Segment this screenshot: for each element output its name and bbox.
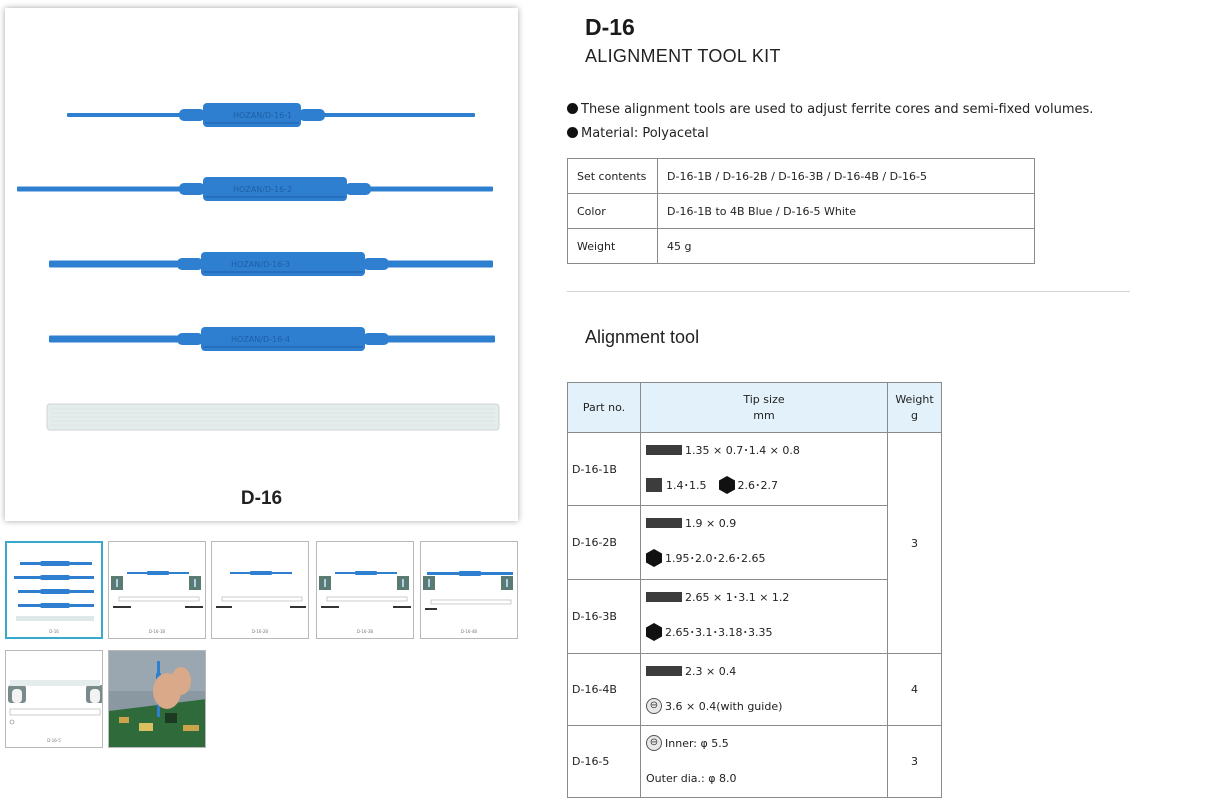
tip-value: Outer dia.: φ 8.0: [646, 771, 737, 785]
spec-value: 45 g: [658, 229, 1035, 264]
tip-line: [646, 506, 882, 540]
header-tip-unit: mm: [753, 409, 775, 422]
tip-line: [646, 614, 882, 650]
header-tip-label: Tip size: [743, 393, 785, 406]
thumbnail-d16-3b[interactable]: [316, 541, 414, 639]
tip-line: [646, 580, 882, 614]
tip-value: 1.35 × 0.7･1.4 × 0.8: [685, 444, 800, 457]
svg-text:HOZAN/D-16-1: HOZAN/D-16-1: [233, 111, 293, 120]
product-name: ALIGNMENT TOOL KIT: [585, 46, 781, 66]
spec-label: Set contents: [568, 159, 658, 194]
tip-value: 2.6･2.7: [737, 479, 778, 492]
flat-blade-icon: [646, 518, 682, 528]
header-part-no: Part no.: [568, 383, 641, 433]
tip-line: [646, 433, 882, 467]
spec-value: D-16-1B to 4B Blue / D-16-5 White: [658, 194, 1035, 229]
spec-row: [568, 229, 1035, 264]
weight-value: 3: [888, 433, 942, 654]
tip-line: [646, 467, 882, 503]
spec-label: Color: [568, 194, 658, 229]
tip-line: [646, 688, 882, 724]
thumb-dimension-drawing: [317, 542, 414, 639]
thumbnail-caption: D-16-3B: [356, 629, 374, 634]
thumbnail-caption: D-16-4B: [460, 629, 478, 634]
header-weight: [888, 383, 942, 433]
section-title: Alignment tool: [585, 327, 700, 347]
tip-line: [646, 760, 882, 796]
table-row: [568, 506, 942, 580]
product-code: D-16: [585, 14, 635, 40]
hex-tip-icon: [719, 476, 735, 494]
thumb-dimension-drawing: [6, 651, 103, 748]
thumbnail-d16-set[interactable]: [5, 541, 103, 639]
spec-value: D-16-1B / D-16-2B / D-16-3B / D-16-4B / D-16-5: [658, 159, 1035, 194]
thumbnail-caption: D-16-5: [47, 738, 61, 743]
thumbnail-caption: D-16: [49, 629, 59, 634]
spec-row: [568, 194, 1035, 229]
thumbnail-d16-4b[interactable]: [420, 541, 518, 639]
tip-size-cell: [641, 726, 888, 798]
table-row: [568, 433, 942, 506]
thumbnail-caption: D-16-2B: [251, 629, 269, 634]
tip-value: 3.6 × 0.4(with guide): [665, 699, 783, 713]
header-weight-unit: g: [911, 409, 918, 422]
slotted-guide-icon: ⊖: [646, 698, 662, 714]
flat-blade-icon: [646, 592, 682, 602]
table-header-row: [568, 383, 942, 433]
alignment-tool-table: [567, 382, 942, 798]
bullet-text: These alignment tools are used to adjust ferrite cores and semi-fixed volumes.: [581, 102, 1094, 117]
tip-value: Inner: φ 5.5: [665, 736, 729, 750]
weight-value: 3: [888, 726, 942, 798]
hex-tip-icon: [646, 623, 662, 641]
spec-table: [567, 158, 1035, 264]
hex-tip-icon: [646, 549, 662, 567]
header-weight-label: Weight: [895, 393, 934, 406]
thumb-dimension-drawing: [212, 542, 309, 639]
tip-value: 1.9 × 0.9: [685, 516, 737, 530]
flat-blade-icon: [646, 445, 682, 455]
tip-value: 2.3 × 0.4: [685, 664, 737, 678]
tip-value: 1.4･1.5: [666, 479, 707, 492]
tip-value: 2.65･3.1･3.18･3.35: [665, 626, 773, 639]
part-number: D-16-3B: [568, 580, 641, 654]
alignment-tools-photo: [5, 8, 518, 521]
thumb-usage-photo-image: [109, 651, 206, 748]
tip-size-cell: [641, 433, 888, 506]
tip-value: 2.65 × 1･3.1 × 1.2: [685, 591, 790, 604]
table-row: [568, 580, 942, 654]
tip-line: [646, 726, 882, 760]
thumb-dimension-drawing: [109, 542, 206, 639]
part-number: D-16-4B: [568, 654, 641, 726]
spec-label: Weight: [568, 229, 658, 264]
part-number: D-16-2B: [568, 506, 641, 580]
section-divider: [567, 291, 1130, 292]
square-tip-icon: [646, 478, 662, 492]
spec-row: [568, 159, 1035, 194]
tip-line: [646, 654, 882, 688]
flat-blade-icon: [646, 666, 682, 676]
feature-bullet: [567, 102, 1093, 117]
svg-text:HOZAN/D-16-3: HOZAN/D-16-3: [231, 260, 291, 269]
thumb-set-image: [6, 542, 103, 639]
svg-text:HOZAN/D-16-4: HOZAN/D-16-4: [231, 335, 291, 344]
tip-value: 1.95･2.0･2.6･2.65: [665, 552, 766, 565]
main-product-image[interactable]: [5, 8, 518, 521]
bullet-dot-icon: [567, 103, 578, 114]
feature-bullet: [567, 126, 709, 141]
part-number: D-16-1B: [568, 433, 641, 506]
slotted-guide-icon: ⊖: [646, 735, 662, 751]
main-image-caption: D-16: [240, 488, 283, 509]
tip-size-cell: [641, 580, 888, 654]
tip-size-cell: [641, 654, 888, 726]
thumbnail-d16-2b[interactable]: [211, 541, 309, 639]
tip-size-cell: [641, 506, 888, 580]
svg-text:HOZAN/D-16-2: HOZAN/D-16-2: [233, 185, 293, 194]
table-row: [568, 726, 942, 798]
bullet-text: Material: Polyacetal: [581, 126, 709, 141]
thumb-dimension-drawing: [421, 542, 518, 639]
table-row: [568, 654, 942, 726]
bullet-dot-icon: [567, 127, 578, 138]
tip-line: [646, 540, 882, 576]
thumbnail-usage-photo[interactable]: [108, 650, 206, 748]
thumbnail-d16-5[interactable]: [5, 650, 103, 748]
header-tip-size: [641, 383, 888, 433]
weight-value: 4: [888, 654, 942, 726]
part-number: D-16-5: [568, 726, 641, 798]
thumbnail-caption: D-16-1B: [148, 629, 166, 634]
thumbnail-d16-1b[interactable]: [108, 541, 206, 639]
